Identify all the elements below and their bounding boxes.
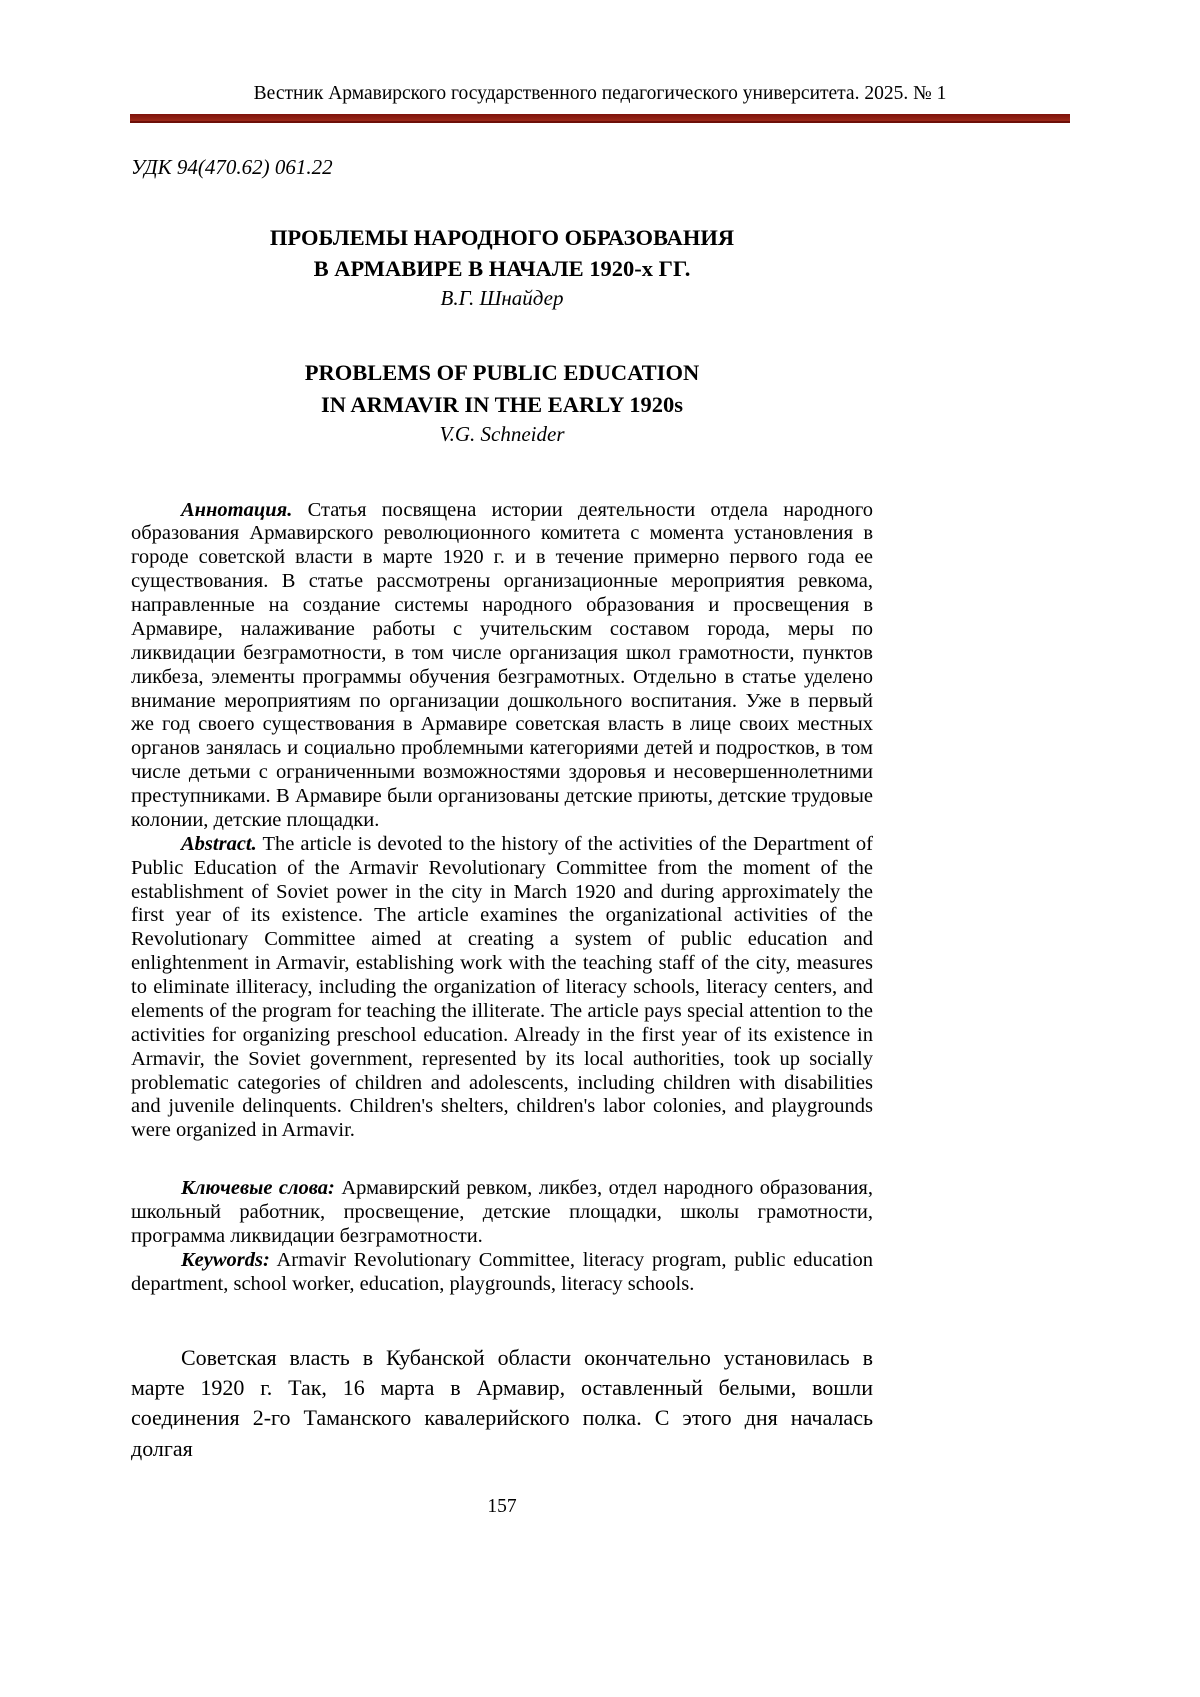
keywords-section [131, 1177, 873, 1296]
article-title-en-line1: PROBLEMS OF PUBLIC EDUCATION [304, 360, 700, 386]
abstract-ru-label: Аннотация. [181, 498, 293, 521]
page-header [130, 82, 1070, 123]
keywords-en-paragraph [131, 1249, 873, 1297]
title-block-ru [131, 222, 873, 313]
abstract-en-label: Abstract. [181, 832, 257, 855]
title-block-en [131, 357, 873, 448]
author-en: V.G. Schneider [439, 421, 565, 446]
keywords-en-text: Armavir Revolutionary Committee, literacy program, public education department, school worker, education, playgrounds, literacy schools. [131, 1248, 873, 1295]
keywords-ru-paragraph [131, 1177, 873, 1249]
journal-title-line: Вестник Армавирского государственного педагогического университета. 2025. № 1 [253, 83, 947, 104]
header-rule [130, 114, 1070, 123]
body-paragraph-1: Советская власть в Кубанской области окончательно установилась в марте 1920 г. Так, 16 марта в Армавир, оставленный белыми, вошли соединения 2-го Таманского кавалерийского полка. С этого дня началась долгая [131, 1344, 873, 1461]
abstract-en-text: The article is devoted to the history of the activities of the Department of Public Education of the Armavir Revolutionary Committee from the moment of the establishment of Soviet power in the city in March 1920 and during approximately the first year of its existence. The article examines the organizational activities of the Revolutionary Committee aimed at creating a system of public education and enlightenment in Armavir, establishing work with the teaching staff of the city, measures to eliminate illiteracy, including the organization of literacy schools, literacy centers, and elements of the program for teaching the illiterate. The article pays special attention to the activities for organizing preschool education. Already in the first year of its existence in Armavir, the Soviet government, represented by its local authorities, took up socially problematic categories of children and adolescents, including children with disabilities and juvenile delinquents. Children's shelters, children's labor colonies, and playgrounds were organized in Armavir. [131, 832, 873, 1142]
keywords-ru-label: Ключевые слова: [181, 1177, 335, 1200]
abstract-ru-text: Статья посвящена истории деятельности отдела народного образования Армавирского революционного комитета с момента установления в городе советской власти в марте 1920 г. и в течение примерно первого года ее существования. В статье рассмотрены организационные мероприятия ревкома, направленные на создание системы народного образования и просвещения в Армавире, налаживание работы с учительским составом города, меры по ликвидации безграмотности, в том числе организация школ грамотности, пунктов ликбеза, элементы программы обучения безграмотных. Отдельно в статье уделено внимание мероприятиям по организации дошкольного воспитания. Уже в первый же год своего существования в Армавире советская власть в лице своих местных органов занялась и социально проблемными категориями детей и подростков, в том числе детьми с ограниченными возможностями здоровья и несовершеннолетними преступниками. В Армавире были организованы детские приюты, детские трудовые колонии, детские площадки. [131, 498, 873, 831]
article-title-ru-line1: ПРОБЛЕМЫ НАРОДНОГО ОБРАЗОВАНИЯ [269, 225, 735, 251]
udc-code: УДК 94(470.62) 061.22 [131, 155, 333, 180]
article-title-en-line2: IN ARMAVIR IN THE EARLY 1920s [321, 391, 683, 417]
abstract-ru-paragraph [131, 499, 873, 833]
keywords-ru-text: Армавирский ревком, ликбез, отдел народного образования, школьный работник, просвещение, детские площадки, школы грамотности, программа ликвидации безграмотности. [131, 1177, 873, 1247]
abstract-en-paragraph [131, 833, 873, 1143]
article-title-ru-line2: В АРМАВИРЕ В НАЧАЛЕ 1920-х ГГ. [313, 256, 691, 282]
article-content [131, 155, 873, 1518]
keywords-en-label: Keywords: [181, 1248, 270, 1271]
page-number: 157 [487, 1495, 517, 1517]
author-ru: В.Г. Шнайдер [440, 286, 564, 311]
abstract-section [131, 499, 873, 1144]
body-section [131, 1343, 873, 1464]
